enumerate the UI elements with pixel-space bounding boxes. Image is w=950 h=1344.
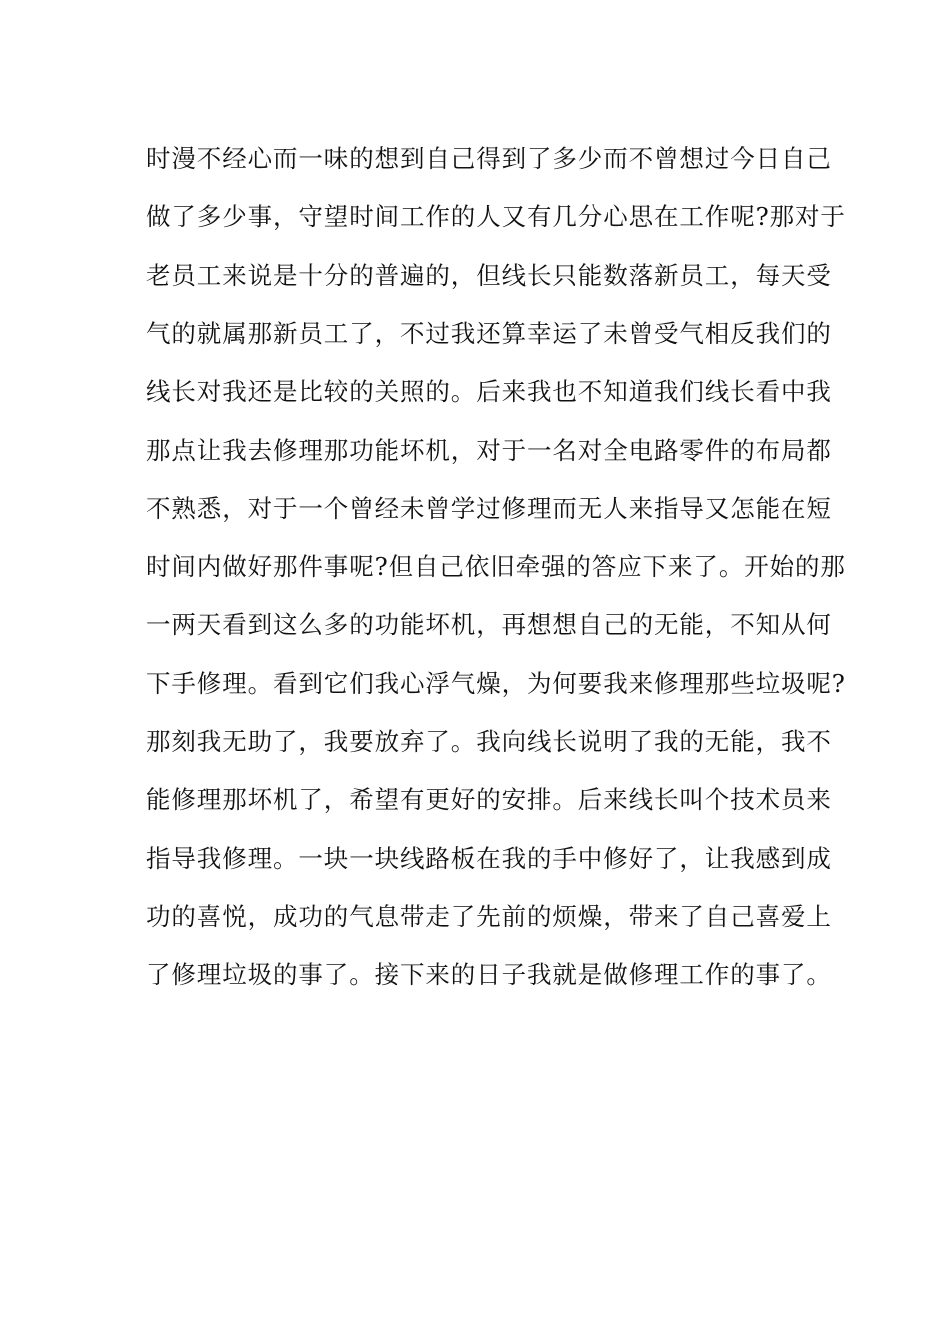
text-line-8: 时间内做好那件事呢?但自己依旧牵强的答应下来了。开始的那 xyxy=(146,552,846,582)
text-line-12: 能修理那坏机了，希望有更好的安排。后来线长叫个技术员来 xyxy=(146,785,832,815)
text-line-3: 老员工来说是十分的普遍的，但线长只能数落新员工，每天受 xyxy=(146,260,832,290)
text-line-6: 那点让我去修理那功能坏机，对于一名对全电路零件的布局都 xyxy=(146,435,832,465)
text-line-4: 气的就属那新员工了，不过我还算幸运了未曾受气相反我们的 xyxy=(146,318,832,348)
text-line-13: 指导我修理。一块一块线路板在我的手中修好了，让我感到成 xyxy=(146,843,832,873)
text-line-7: 不熟悉，对于一个曾经未曾学过修理而无人来指导又怎能在短 xyxy=(146,493,832,523)
text-line-2: 做了多少事，守望时间工作的人又有几分心思在工作呢?那对于 xyxy=(146,202,846,232)
text-line-10: 下手修理。看到它们我心浮气燥，为何要我来修理那些垃圾呢? xyxy=(146,668,846,698)
text-line-15: 了修理垃圾的事了。接下来的日子我就是做修理工作的事了。 xyxy=(146,960,832,990)
text-line-5: 线长对我还是比较的关照的。后来我也不知道我们线长看中我 xyxy=(146,377,832,407)
text-line-9: 一两天看到这么多的功能坏机，再想想自己的无能，不知从何 xyxy=(146,610,832,640)
text-line-1: 时漫不经心而一味的想到自己得到了多少而不曾想过今日自己 xyxy=(146,144,832,173)
text-line-14: 功的喜悦，成功的气息带走了先前的烦燥，带来了自己喜爱上 xyxy=(146,901,832,931)
text-line-11: 那刻我无助了，我要放弃了。我向线长说明了我的无能，我不 xyxy=(146,727,832,756)
